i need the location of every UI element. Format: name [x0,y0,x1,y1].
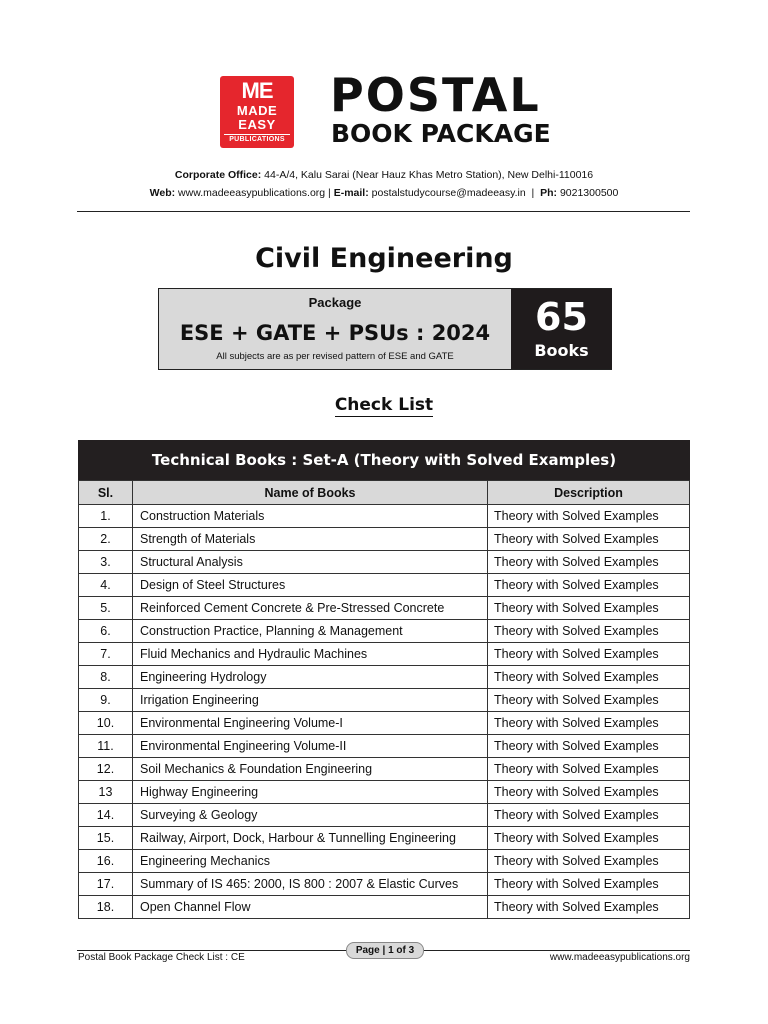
book-count-badge [511,289,612,369]
row-book-name: Environmental Engineering Volume-I [133,712,488,735]
table-row [79,712,690,735]
row-description: Theory with Solved Examples [488,804,690,827]
books-table [78,480,690,919]
row-serial: 14. [79,804,133,827]
table-heading: Technical Books : Set-A (Theory with Solved Examples) [78,440,690,480]
office-address-line [0,168,768,182]
row-description: Theory with Solved Examples [488,758,690,781]
email-label: E-mail: [333,187,369,199]
row-book-name: Railway, Airport, Dock, Harbour & Tunnelling Engineering [133,827,488,850]
web-label: Web: [149,187,176,199]
package-label: Package [308,295,362,310]
row-description: Theory with Solved Examples [488,666,690,689]
row-book-name: Soil Mechanics & Foundation Engineering [133,758,488,781]
row-serial: 4. [79,574,133,597]
checklist-title-text: Check List [334,395,434,415]
row-description: Theory with Solved Examples [488,689,690,712]
row-description: Theory with Solved Examples [488,873,690,896]
checklist-title [0,394,768,416]
row-serial: 2. [79,528,133,551]
table-row [79,781,690,804]
row-book-name: Reinforced Cement Concrete & Pre-Stressed Concrete [133,597,488,620]
row-book-name: Open Channel Flow [133,896,488,919]
package-name: ESE + GATE + PSUs : 2024 [179,321,491,345]
table-row [79,528,690,551]
row-book-name: Highway Engineering [133,781,488,804]
row-serial: 5. [79,597,133,620]
row-serial: 12. [79,758,133,781]
table-row [79,505,690,528]
row-description: Theory with Solved Examples [488,620,690,643]
row-book-name: Construction Materials [133,505,488,528]
footer-website[interactable]: www.madeeasypublications.org [549,952,690,963]
column-header-name: Name of Books [133,481,488,505]
row-description: Theory with Solved Examples [488,781,690,804]
made-easy-logo [220,76,294,148]
header-divider [77,211,690,212]
row-serial: 18. [79,896,133,919]
office-address: 44-A/4, Kalu Sarai (Near Hauz Khas Metro Station), New Delhi-110016 [264,169,594,181]
row-serial: 7. [79,643,133,666]
row-book-name: Engineering Hydrology [133,666,488,689]
table-row [79,689,690,712]
row-book-name: Construction Practice, Planning & Management [133,620,488,643]
web-link[interactable]: www.madeeasypublications.org [178,187,326,199]
row-serial: 17. [79,873,133,896]
subject-heading: Civil Engineering [255,243,513,274]
row-description: Theory with Solved Examples [488,827,690,850]
table-row [79,758,690,781]
column-header-sl: Sl. [79,481,133,505]
row-serial: 16. [79,850,133,873]
logo-line-made: MADE [236,103,278,118]
package-box [158,288,612,370]
row-description: Theory with Solved Examples [488,643,690,666]
row-description: Theory with Solved Examples [488,896,690,919]
page-subtitle: BOOK PACKAGE [331,119,551,148]
row-serial: 3. [79,551,133,574]
phone-label: Ph: [540,187,558,199]
table-row [79,827,690,850]
package-note: All subjects are as per revised pattern of ESE and GATE [216,351,454,362]
logo-line-easy: EASY [238,117,276,132]
row-book-name: Environmental Engineering Volume-II [133,735,488,758]
row-serial: 1. [79,505,133,528]
row-serial: 11. [79,735,133,758]
row-description: Theory with Solved Examples [488,735,690,758]
row-serial: 10. [79,712,133,735]
book-count-unit: Books [534,341,589,360]
row-serial: 6. [79,620,133,643]
phone-number: 9021300500 [559,187,619,199]
row-book-name: Summary of IS 465: 2000, IS 800 : 2007 & Elastic Curves [133,873,488,896]
row-serial: 15. [79,827,133,850]
row-description: Theory with Solved Examples [488,712,690,735]
row-book-name: Irrigation Engineering [133,689,488,712]
footer-left-text: Postal Book Package Check List : CE [78,952,245,963]
table-row [79,804,690,827]
table-row [79,896,690,919]
table-row [79,597,690,620]
row-serial: 8. [79,666,133,689]
row-book-name: Fluid Mechanics and Hydraulic Machines [133,643,488,666]
table-row [79,620,690,643]
logo-mark: ME [241,78,273,103]
row-book-name: Design of Steel Structures [133,574,488,597]
table-row [79,574,690,597]
row-book-name: Surveying & Geology [133,804,488,827]
row-book-name: Engineering Mechanics [133,850,488,873]
table-row [79,551,690,574]
row-serial: 13 [79,781,133,804]
row-description: Theory with Solved Examples [488,850,690,873]
table-row [79,735,690,758]
page-number-badge: Page | 1 of 3 [346,942,424,959]
table-row [79,873,690,896]
row-description: Theory with Solved Examples [488,574,690,597]
office-label: Corporate Office: [174,169,262,181]
row-description: Theory with Solved Examples [488,528,690,551]
table-header-row [79,481,690,505]
table-row [79,643,690,666]
row-serial: 9. [79,689,133,712]
book-count: 65 [535,295,588,339]
table-row [79,850,690,873]
row-description: Theory with Solved Examples [488,505,690,528]
column-header-description: Description [488,481,690,505]
table-row [79,666,690,689]
logo-subtitle: PUBLICATIONS [224,134,290,144]
row-description: Theory with Solved Examples [488,597,690,620]
contact-line [0,186,768,200]
row-description: Theory with Solved Examples [488,551,690,574]
separator: | [531,187,535,199]
page-title: POSTAL [330,68,541,122]
row-book-name: Strength of Materials [133,528,488,551]
separator: | [328,187,331,199]
row-book-name: Structural Analysis [133,551,488,574]
email-link[interactable]: postalstudycourse@madeeasy.in [371,187,526,199]
